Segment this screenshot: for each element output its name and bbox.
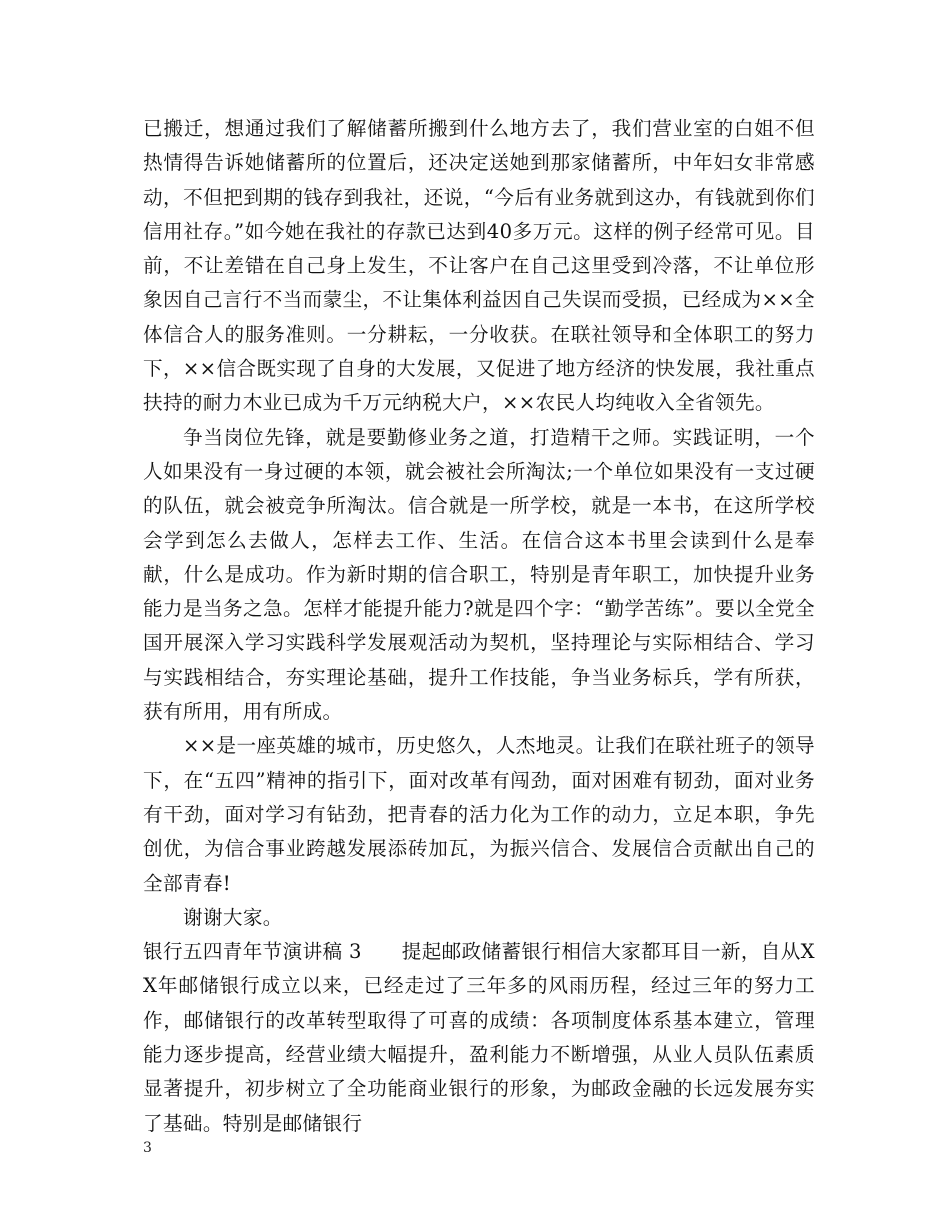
paragraph-heroic-city: ××是一座英雄的城市，历史悠久，人杰地灵。让我们在联社班子的领导下，在“五四”精神的指引下，面对改革有闯劲，面对困难有韧劲，面对业务有干劲，面对学习有钻劲，把青春的活力化为工作的动力，立足本职，争先创优，为信合事业跨越发展添砖加瓦，为振兴信合、发展信合贡献出自己的全部青春! bbox=[143, 734, 815, 895]
paragraph-savings-service: 已搬迁，想通过我们了解储蓄所搬到什么地方去了，我们营业室的白姐不但热情得告诉她储蓄所的位置后，还决定送她到那家储蓄所，中年妇女非常感动，不但把到期的钱存到我社，还说，“今后有业务就到这办，有钱就到你们信用社存。”如今她在我社的存款已达到40多万元。这样的例子经常可见。目前，不让差错在自己身上发生，不让客户在自己这里受到冷落，不让单位形象因自己言行不当而蒙尘，不让集体利益因自己失误而受损，已经成为××全体信合人的服务准则。一分耕耘，一分收获。在联社领导和全体职工的努力下，××信合既实现了自身的大发展，又促进了地方经济的快发展，我社重点扶持的耐力木业已成为千万元纳税大户，××农民人均纯收入全省领先。 bbox=[143, 117, 815, 415]
document-body bbox=[143, 112, 815, 1141]
page-number: 3 bbox=[143, 1140, 152, 1156]
paragraph-thanks: 谢谢大家。 bbox=[183, 905, 283, 929]
paragraph-job-pioneer: 争当岗位先锋，就是要勤修业务之道，打造精干之师。实践证明，一个人如果没有一身过硬的本领，就会被社会所淘汰;一个单位如果没有一支过硬的队伍，就会被竞争所淘汰。信合就是一所学校，就是一本书，在这所学校会学到怎么去做人，怎样去工作、生活。在信合这本书里会读到什么是奉献，什么是成功。作为新时期的信合职工，特别是青年职工，加快提升业务能力是当务之急。怎样才能提升能力?就是四个字：“勤学苦练”。要以全党全国开展深入学习实践科学发展观活动为契机，坚持理论与实际相结合、学习与实践相结合，夯实理论基础，提升工作技能，争当业务标兵，学有所获，获有所用，用有所成。 bbox=[143, 425, 815, 724]
paragraph-speech-3: 银行五四青年节演讲稿 3 提起邮政储蓄银行相信大家都耳目一新，自从XX年邮储银行成立以来，已经走过了三年多的风雨历程，经过三年的努力工作，邮储银行的改革转型取得了可喜的成绩：各项制度体系基本建立，管理能力逐步提高，经营业绩大幅提升，盈利能力不断增强，从业人员队伍素质显著提升，初步树立了全功能商业银行的形象，为邮政金融的长远发展夯实了基础。特别是邮储银行 bbox=[143, 940, 815, 1135]
